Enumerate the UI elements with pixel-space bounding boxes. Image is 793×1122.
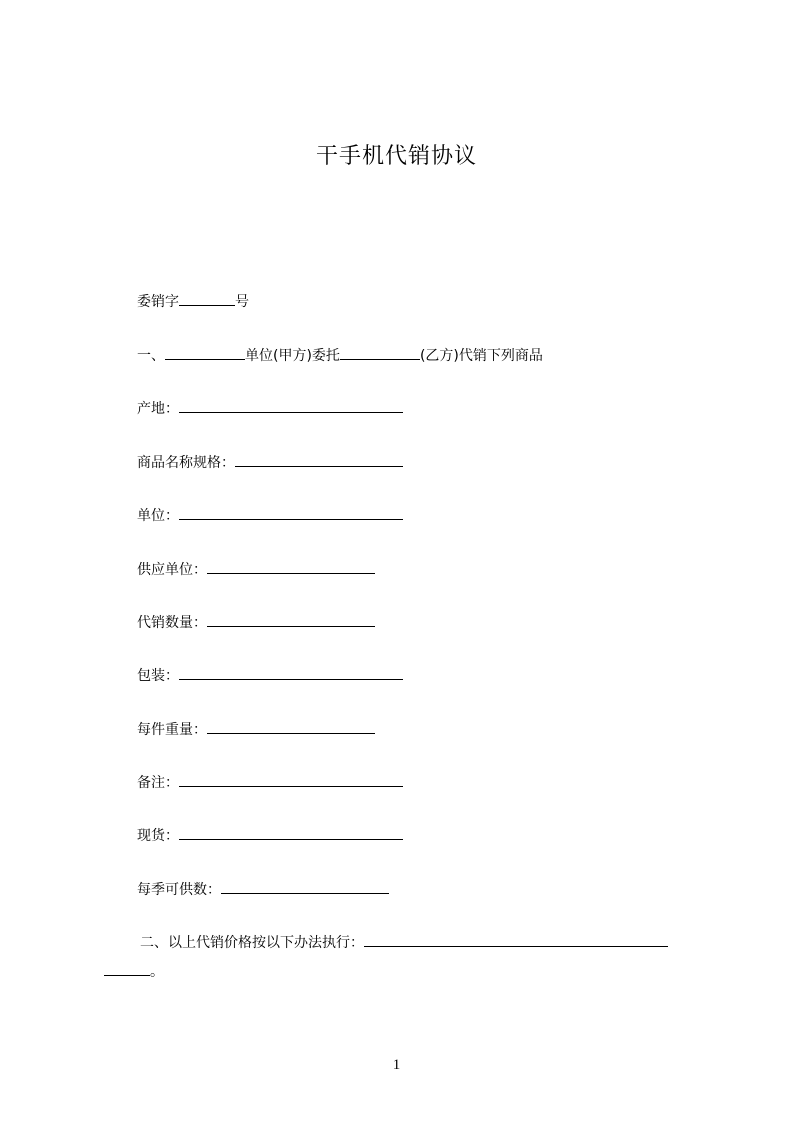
field-label: 现货：	[137, 828, 179, 844]
document-title: 干手机代销协议	[315, 144, 477, 169]
field-label: 产地：	[137, 401, 179, 417]
field-label: 每件重量：	[137, 722, 207, 738]
field-origin	[137, 398, 403, 419]
field-blank[interactable]	[179, 665, 403, 680]
field-blank[interactable]	[207, 719, 375, 734]
field-consignment-quantity	[137, 612, 375, 633]
field-weight-per-piece	[137, 719, 375, 740]
party-a-blank[interactable]	[165, 345, 245, 360]
reference-number-blank[interactable]	[179, 291, 235, 306]
field-product-spec	[137, 452, 403, 473]
field-stock	[137, 825, 403, 846]
field-blank[interactable]	[179, 398, 403, 413]
field-blank[interactable]	[235, 452, 403, 467]
field-label: 备注：	[137, 775, 179, 791]
field-label: 供应单位：	[137, 562, 207, 578]
clause-2-end-mark: 。	[150, 964, 164, 980]
field-label: 包装：	[137, 668, 179, 684]
party-b-blank[interactable]	[340, 345, 420, 360]
field-supplier	[137, 559, 375, 580]
field-label: 代销数量：	[137, 615, 207, 631]
reference-suffix: 号	[235, 294, 249, 310]
field-blank[interactable]	[221, 879, 389, 894]
field-blank[interactable]	[179, 825, 403, 840]
clause-2-line	[140, 932, 668, 953]
clause-2-continuation	[104, 961, 164, 982]
page-number: 1	[392, 1057, 401, 1073]
field-blank[interactable]	[179, 772, 403, 787]
field-label: 单位：	[137, 508, 179, 524]
field-unit	[137, 505, 403, 526]
field-remarks	[137, 772, 403, 793]
clause-1-prefix: 一、	[137, 348, 165, 364]
reference-prefix: 委销字	[137, 294, 179, 310]
field-blank[interactable]	[207, 612, 375, 627]
field-blank[interactable]	[207, 559, 375, 574]
field-packaging	[137, 665, 403, 686]
field-label: 每季可供数：	[137, 882, 221, 898]
field-quarterly-supply	[137, 879, 389, 900]
field-blank[interactable]	[179, 505, 403, 520]
clause-1-line	[137, 345, 543, 366]
reference-number-line	[137, 291, 249, 312]
price-method-blank-continued[interactable]	[104, 961, 150, 976]
field-label: 商品名称规格：	[137, 455, 235, 471]
clause-2-text: 二、以上代销价格按以下办法执行：	[140, 935, 364, 951]
clause-1-party-b-text: (乙方)代销下列商品	[419, 348, 543, 364]
clause-1-party-a-text: 单位(甲方)委托	[245, 348, 340, 364]
price-method-blank[interactable]	[364, 932, 668, 947]
